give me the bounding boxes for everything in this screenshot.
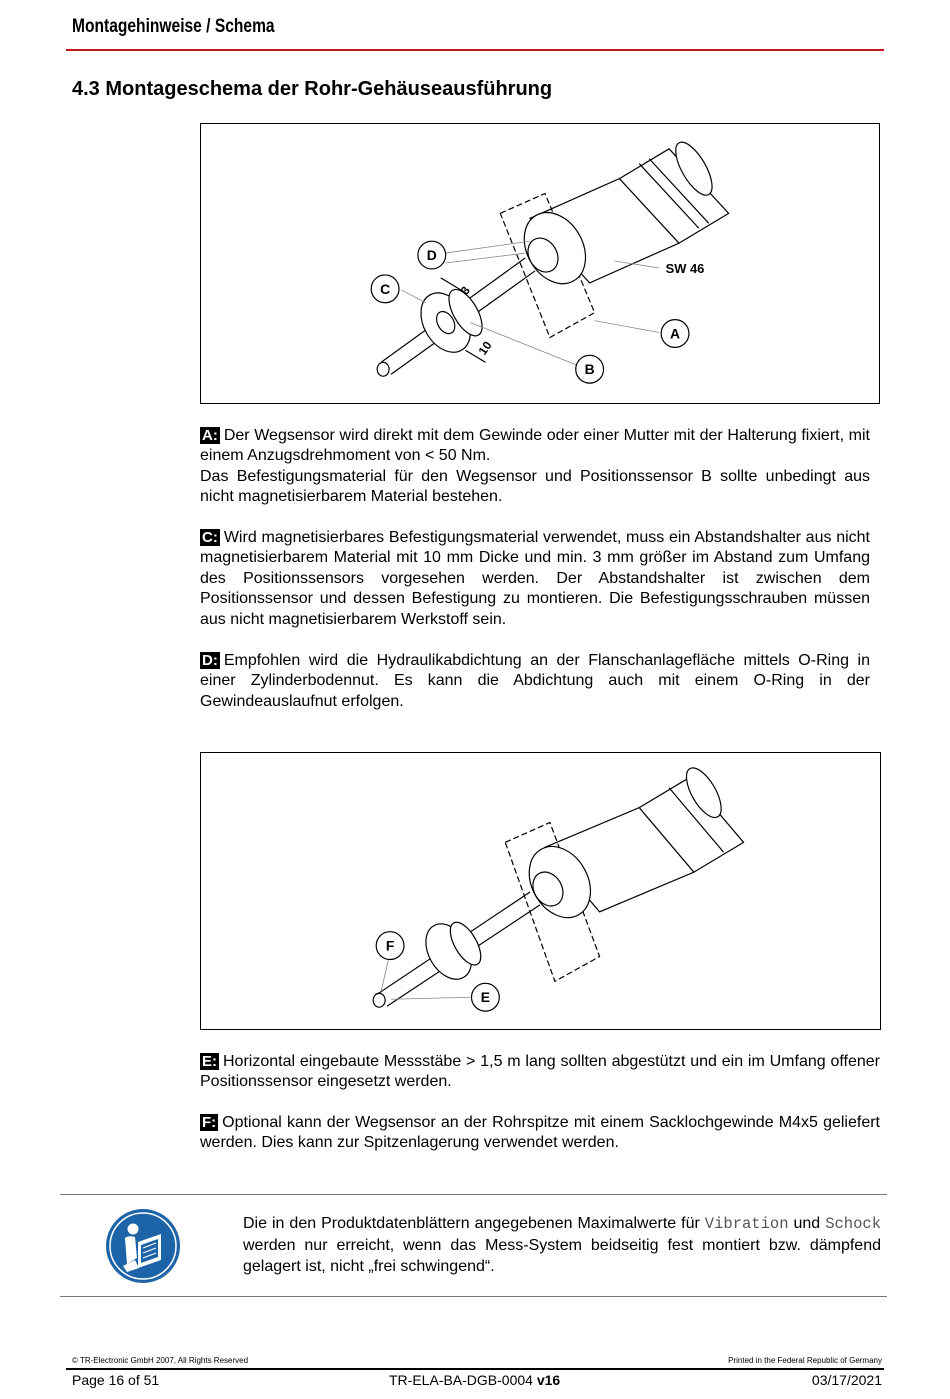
key-d: D: xyxy=(202,652,218,669)
label-c: C xyxy=(380,280,391,297)
label-a: A xyxy=(670,325,681,342)
label-f: F xyxy=(385,937,395,954)
section-heading: 4.3 Montageschema der Rohr-Gehäuseausführung xyxy=(72,78,553,100)
note-text xyxy=(243,1213,881,1277)
description-a-line2: Das Befestigungsmaterial für den Wegsensor und Positionssensor B sollte unbedingt aus nicht magnetisierbarem Material bestehen. xyxy=(200,467,870,506)
description-a-line1: Der Wegsensor wird direkt mit dem Gewinde oder einer Mutter mit der Halterung fixiert, mit einem Anzugsdrehmoment von < 50 Nm. xyxy=(200,427,870,465)
description-c-text: Wird magnetisierbares Befestigungsmaterial verwendet, muss ein Abstandshalter aus nicht magnetisierbarem Material mit 10 mm Dicke und min. 3 mm größer im Abstand zum Umfang des Positionssensors vorgesehen werden. Der Abstandshalter ist zwischen dem Positionssensor und dessen Befestigung zu montieren. Die Befestigungsschrauben müssen aus nicht magnetisierbarem Werkstoff sein. xyxy=(200,529,870,628)
footer-rule xyxy=(66,1368,884,1370)
mounting-diagram-2 xyxy=(200,752,881,1030)
label-dim-10: 10 xyxy=(475,338,495,358)
label-dim-3: 3 xyxy=(457,283,473,298)
description-f xyxy=(200,1113,880,1154)
label-d: D xyxy=(426,247,437,264)
footer-doc-id-text: TR-ELA-BA-DGB-0004 xyxy=(389,1372,533,1388)
key-e: E: xyxy=(202,1053,217,1070)
footer-printed: Printed in the Federal Republic of Germany xyxy=(728,1356,882,1365)
read-manual-icon xyxy=(105,1208,181,1284)
footer-page-number: Page 16 of 51 xyxy=(72,1372,160,1388)
header-rule xyxy=(66,49,884,51)
footer-date: 03/17/2021 xyxy=(811,1372,882,1388)
description-f-text: Optional kann der Wegsensor an der Rohrspitze mit einem Sacklochgewinde M4x5 geliefert werden. Dies kann zur Spitzenlagerung verwendet werden. xyxy=(200,1114,880,1152)
key-f: F: xyxy=(202,1114,217,1131)
key-c: C: xyxy=(202,529,218,546)
description-d-text: Empfohlen wird die Hydraulikabdichtung an der Flanschanlagefläche mittels O-Ring in einer Zylinderbodennut. Es kann die Abdichtung auch mit einem O-Ring in der Gewindeauslaufnut erfolgen. xyxy=(200,652,870,710)
footer-copyright: © TR-Electronic GmbH 2007, All Rights Reserved xyxy=(72,1356,249,1365)
label-b: B xyxy=(584,361,595,378)
key-a: A: xyxy=(202,427,218,444)
footer-version: v16 xyxy=(536,1372,561,1388)
note-schock: Schock xyxy=(825,1215,881,1233)
description-e-text: Horizontal eingebaute Messstäbe > 1,5 m lang sollten abgestützt und ein im Umfang offener Positionssensor eingesetzt werden. xyxy=(200,1053,880,1091)
note-text-und: und xyxy=(793,1215,821,1232)
note-top-rule xyxy=(60,1194,887,1195)
mounting-diagram-1 xyxy=(200,123,880,404)
description-e xyxy=(200,1052,880,1093)
note-text-part2: werden nur erreicht, wenn das Mess-System beidseitig fest montiert bzw. dämpfend gelagert ist, nicht „frei schwingend“. xyxy=(243,1237,881,1275)
footer-doc-id xyxy=(389,1372,560,1388)
description-d xyxy=(200,651,870,712)
note-bottom-rule xyxy=(60,1296,887,1297)
description-c xyxy=(200,528,870,630)
note-text-part1: Die in den Produktdatenblättern angegebenen Maximalwerte für xyxy=(243,1215,700,1232)
label-sw46: SW 46 xyxy=(665,260,705,276)
label-e: E xyxy=(480,989,491,1006)
note-vibration: Vibration xyxy=(704,1215,789,1233)
description-a xyxy=(200,426,870,508)
page-header-title: Montagehinweise / Schema xyxy=(72,16,275,37)
